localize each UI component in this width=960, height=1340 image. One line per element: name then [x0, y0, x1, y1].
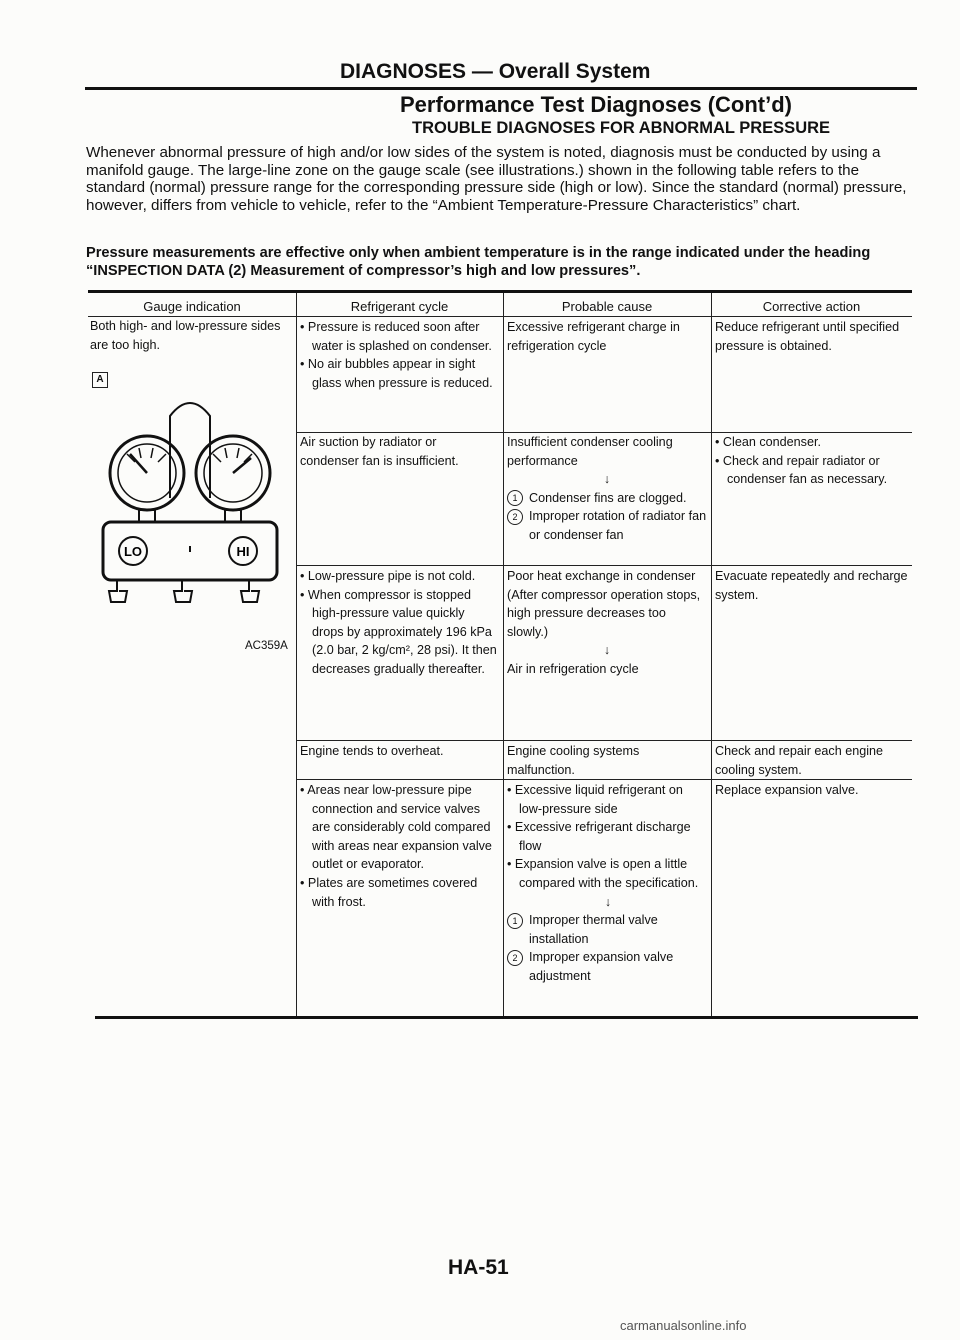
row1-action: Reduce refrigerant until specified pressure is obtained. — [715, 320, 900, 353]
table-top-rule — [88, 290, 912, 293]
header-rule — [85, 87, 917, 90]
numbered-item: 2 Improper rotation of radiator fan or condenser fan — [507, 507, 707, 544]
table-bottom-rule — [95, 1016, 918, 1019]
arrow-down: ↓ — [603, 643, 611, 658]
bullet-item: • Excessive refrigerant discharge flow — [507, 820, 691, 853]
note-paragraph: Pressure measurements are effective only when ambient temperature is in the range indicated under the heading “INSPECTION DATA (2) Measurement of compressor’s high and low pressures”. — [86, 245, 871, 279]
row2-cause: Insufficient condenser cooling performance ↓ 1 Condenser fins are clogged. 2 Improper rotation of radiator fan or condenser fan — [507, 433, 707, 545]
gauge-lo-label: LO — [123, 544, 143, 559]
arrow-down: ↓ — [603, 472, 611, 487]
gauge-hi-label: HI — [236, 544, 250, 559]
row5-cause — [507, 781, 709, 986]
row-divider — [296, 565, 912, 566]
row5-cycle — [300, 781, 498, 911]
intro-paragraph: Whenever abnormal pressure of high and/or low sides of the system is noted, diagnosis must be conducted by using a manifold gauge. The large-line zone on the gauge scale (see illustrations.) shown in the following table refers to the standard (normal) pressure range for the corresponding pressure side (high or low). Since the standard (normal) pressure, however, differs from vehicle to vehicle, refer to the “Ambient Temperature-Pressure Characteristics” chart. — [86, 144, 907, 214]
header-refrigerant-cycle: Refrigerant cycle — [350, 299, 449, 314]
page-subtitle: Performance Test Diagnoses (Cont’d) — [400, 92, 792, 117]
arrow-down: ↓ — [604, 894, 612, 909]
bullet-item: • Plates are sometimes covered with frost. — [300, 875, 478, 909]
bullet-item: • When compressor is stopped high-pressure value quickly drops by approximately 196 kPa (2.0 bar, 2 kg/cm², 28 psi). It then decreases gradually thereafter. — [300, 587, 497, 676]
bullet-item: • Pressure is reduced soon after water is splashed on condenser. — [300, 320, 492, 353]
row1-cycle — [300, 318, 498, 392]
bullet-item: • Low-pressure pipe is not cold. — [300, 569, 476, 583]
watermark: carmanualsonline.info — [620, 1318, 747, 1333]
header-gauge-indication: Gauge indication — [143, 299, 241, 314]
row1-cause: Excessive refrigerant charge in refrigeration cycle — [507, 320, 680, 353]
bullet-item: • Excessive liquid refrigerant on low-pressure side — [507, 783, 683, 816]
row5-action: Replace expansion valve. — [715, 783, 859, 797]
row-divider — [296, 740, 912, 741]
bullet-item: • No air bubbles appear in sight glass when pressure is reduced. — [300, 357, 493, 390]
column-divider — [711, 293, 712, 1017]
bullet-item: • Areas near low-pressure pipe connection and service valves are considerably cold compared with areas near expansion valve outlet or evaporator. — [300, 783, 492, 872]
header-corrective-action: Corrective action — [762, 299, 861, 314]
page-number: HA-51 — [448, 1256, 509, 1279]
section-heading: TROUBLE DIAGNOSES FOR ABNORMAL PRESSURE — [412, 119, 831, 137]
page-section-title: DIAGNOSES — Overall System — [340, 60, 651, 83]
bullet-item: • Expansion valve is open a little compared with the specification. — [507, 857, 699, 890]
figure-code: AC359A — [245, 640, 288, 652]
manifold-gauge-illustration — [95, 388, 285, 628]
row3-cycle — [300, 567, 498, 679]
row4-cause: Engine cooling systems malfunction. — [507, 744, 640, 777]
numbered-item: 1 Improper thermal valve installation — [507, 911, 709, 948]
bullet-item: • Check and repair radiator or condenser fan as necessary. — [715, 453, 888, 487]
bullet-item: • Clean condenser. — [715, 435, 821, 449]
row4-cycle: Engine tends to overheat. — [300, 744, 444, 758]
numbered-item: 2 Improper expansion valve adjustment — [507, 948, 709, 985]
header-probable-cause: Probable cause — [561, 299, 653, 314]
figure-label-badge: A — [92, 372, 108, 388]
row2-cycle: Air suction by radiator or condenser fan is insufficient. — [300, 435, 459, 468]
column-divider — [296, 293, 297, 1017]
row4-action: Check and repair each engine cooling system. — [715, 744, 884, 777]
row3-action: Evacuate repeatedly and recharge system. — [715, 569, 908, 602]
column-divider — [503, 293, 504, 1017]
numbered-item: 1 Condenser fins are clogged. — [507, 489, 707, 508]
row2-action — [715, 433, 911, 489]
gauge-indication-text: Both high- and low-pressure sides are too high. — [90, 319, 281, 352]
row3-cause: Poor heat exchange in condenser (After compressor operation stops, high pressure decreases too slowly.) ↓ Air in refrigeration cycle — [507, 567, 707, 679]
